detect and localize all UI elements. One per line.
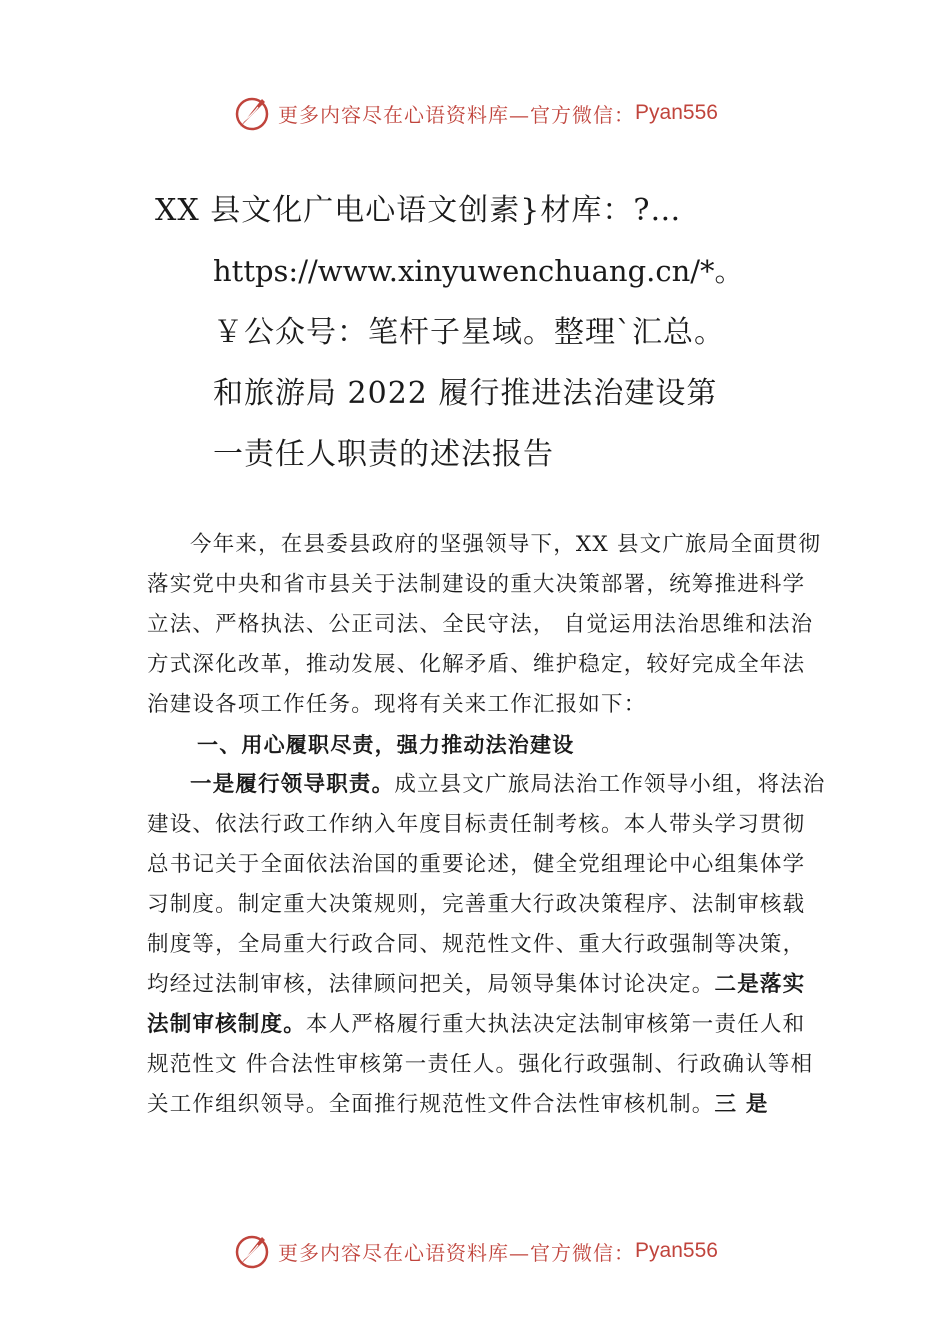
quill-logo-icon	[232, 93, 272, 133]
paragraph-text-2: 本人严格履行重大执法决定法制审核第一责任人和规范性文 件合法性审核第一责任人。强化行政强制、行政确认等相 关工作组织领导。全面推行规范性文件合法性审核机制。	[147, 1012, 814, 1117]
title-line-2: https://www.xinyuwenchuang.cn/*。	[213, 254, 744, 288]
title-line-4: 和旅游局 2022 履行推进法治建设第	[213, 376, 718, 411]
paragraph-text-1: 成立县文广旅局法治工作领导小组，将法治建设、依法行政工作纳入年度目标责任制考核。本人带头学习贯彻总书记关于全面依法治国的重要论述，健全党组理论中心组集体学习制度。制定重大决策规则，完善重大行政决策程序、法制审核载制度等，全局重大行政合同、规范性文件、重大行政强制等决策，均经过法制审核，法律顾问把关，局领导集体讨论决定。	[147, 772, 826, 997]
banner-text: 更多内容尽在心语资料库—官方微信：	[278, 102, 636, 127]
footer-banner	[0, 1231, 950, 1271]
banner-text: 更多内容尽在心语资料库—官方微信：	[278, 1240, 636, 1265]
quill-logo-icon	[232, 1231, 272, 1271]
body-paragraph-2	[147, 765, 827, 1125]
header-banner	[0, 93, 950, 133]
title-line-5: 一责任人职责的述法报告	[213, 437, 554, 472]
lead-phrase-2: 二是落实法制审核制度。	[147, 972, 806, 1037]
title-line-1: XX 县文化广电心语文创素}材库：?…	[155, 193, 682, 228]
section-heading-1: 一、用心履职尽责，强力推动法治建设	[197, 733, 575, 757]
banner-wechat-id: Pyan556	[635, 1239, 718, 1262]
banner-wechat-id: Pyan556	[635, 101, 718, 124]
intro-paragraph: 今年来，在县委县政府的坚强领导下，XX 县文广旅局全面贯彻落实党中央和省市县关于法制建设的重大决策部署，统筹推进科学立法、严格执法、公正司法、全民守法， 自觉运用法治思维和法治方式深化改革，推动发展、化解矛盾、维护稳定，较好完成全年法治建设各项工作任务。现将有关来工作汇报如下：	[147, 532, 822, 717]
document-body	[147, 525, 827, 1125]
lead-phrase-1: 一是履行领导职责。	[190, 772, 395, 797]
title-line-3: ￥公众号：笔杆子星域。整理`汇总。	[213, 315, 725, 350]
lead-phrase-3: 三 是	[714, 1092, 769, 1117]
